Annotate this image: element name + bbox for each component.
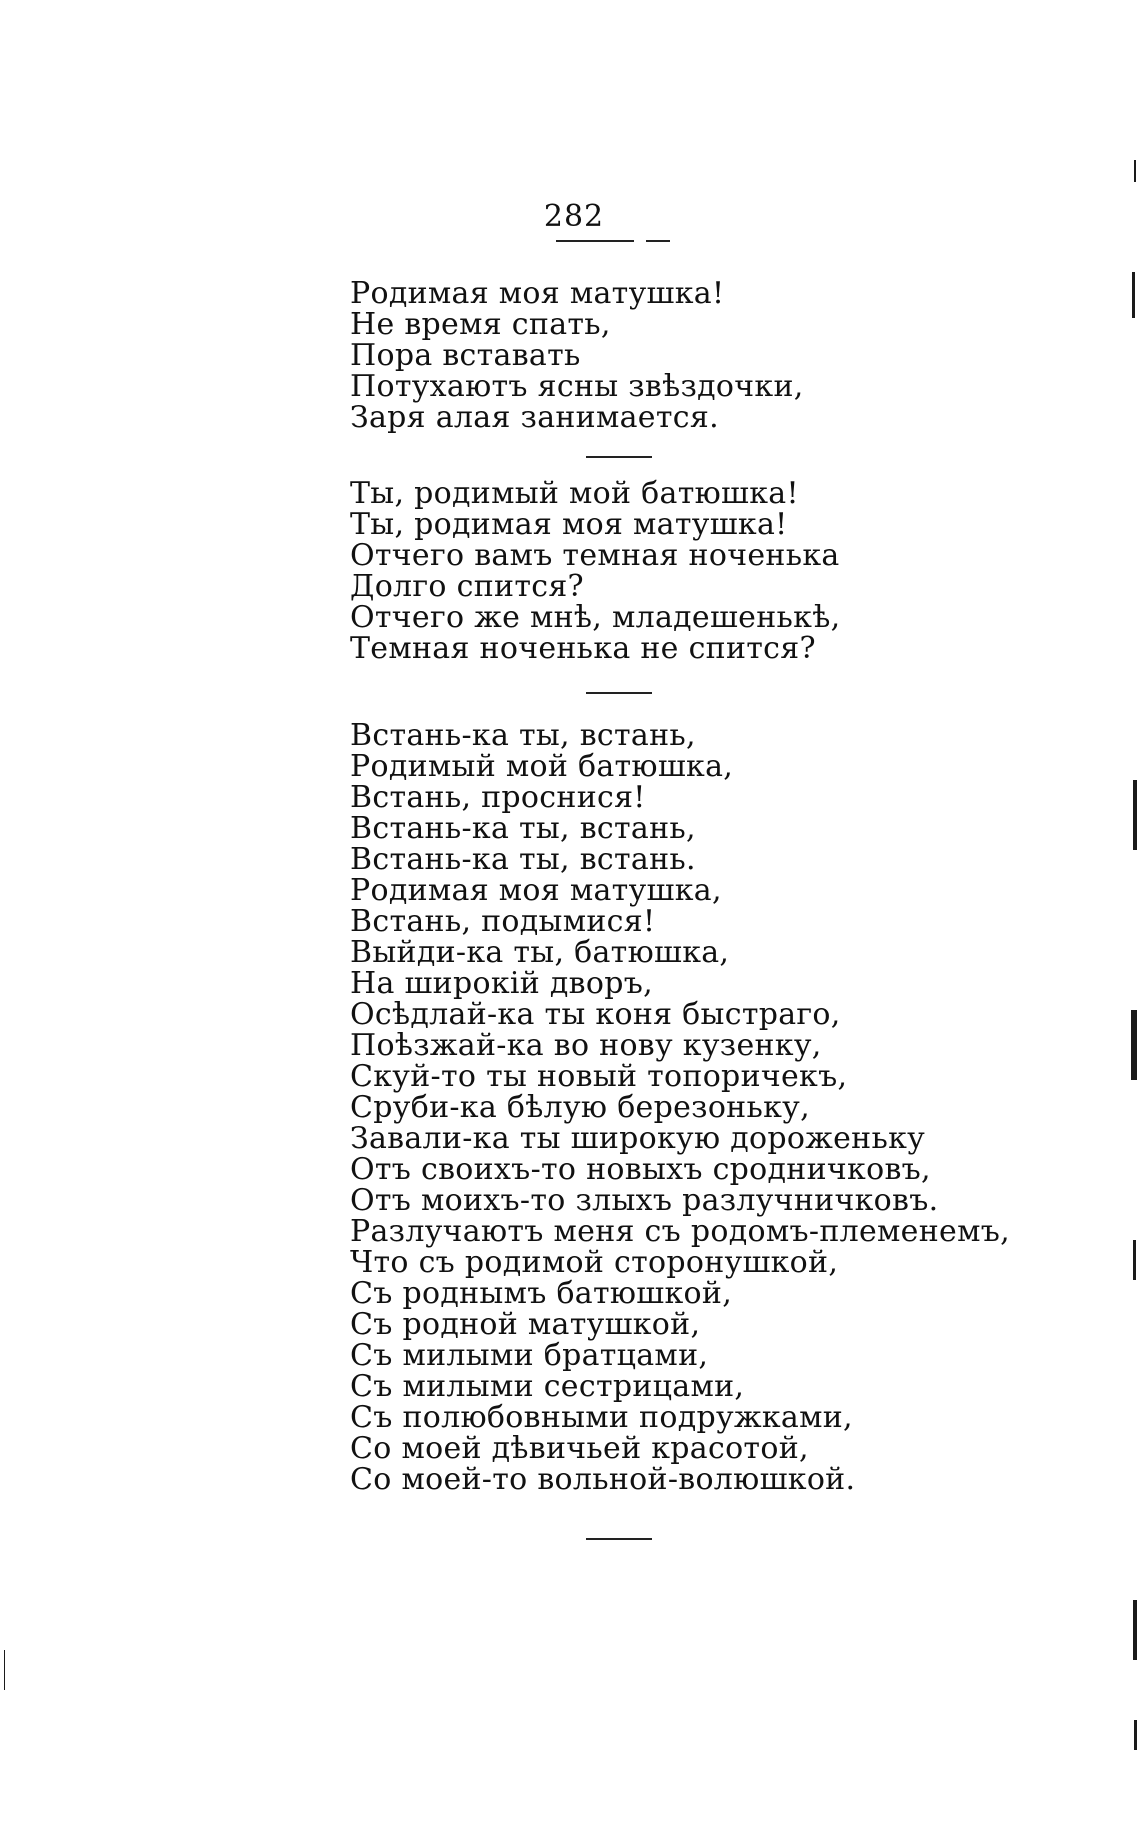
end-divider bbox=[586, 1538, 652, 1540]
stanza-divider bbox=[586, 692, 652, 694]
verse-line: Отчего вамъ темная ноченька bbox=[350, 538, 840, 573]
verse-line: Со моей-то вольной-волюшкой. bbox=[350, 1462, 856, 1497]
verse-line: Встань, проснися! bbox=[350, 780, 646, 815]
verse-line: Встань-ка ты, встань, bbox=[350, 811, 696, 846]
verse-line: Съ полюбовными подружками, bbox=[350, 1400, 853, 1435]
verse-line: Долго спится? bbox=[350, 569, 584, 604]
verse-line: Родимая моя матушка! bbox=[350, 276, 725, 311]
scan-edge-mark bbox=[1133, 780, 1137, 850]
verse-line: На широкій дворъ, bbox=[350, 966, 653, 1001]
scan-edge-mark bbox=[1131, 1010, 1137, 1080]
verse-line: Разлучаютъ меня съ родомъ-племенемъ, bbox=[350, 1214, 1010, 1249]
scan-edge-mark bbox=[1133, 1240, 1136, 1280]
verse-line: Отъ моихъ-то злыхъ разлучничковъ. bbox=[350, 1183, 939, 1218]
verse-line: Съ роднымъ батюшкой, bbox=[350, 1276, 733, 1311]
verse-line: Со моей дѣвичьей красотой, bbox=[350, 1431, 809, 1466]
scan-edge-mark bbox=[1132, 272, 1135, 318]
stanza-3 bbox=[350, 720, 1050, 1495]
verse-line: Не время спать, bbox=[350, 307, 611, 342]
verse-line: Съ милыми братцами, bbox=[350, 1338, 709, 1373]
verse-line: Ты, родимый мой батюшка! bbox=[350, 476, 799, 511]
verse-line: Завали-ка ты широкую дороженьку bbox=[350, 1121, 926, 1156]
verse-line: Потухаютъ ясны звѣздочки, bbox=[350, 369, 804, 404]
scan-edge-mark bbox=[4, 1650, 5, 1690]
scan-edge-mark bbox=[1134, 160, 1136, 182]
verse-line: Встань-ка ты, встань. bbox=[350, 842, 696, 877]
verse-line: Родимый мой батюшка, bbox=[350, 749, 734, 784]
verse-line: Съ милыми сестрицами, bbox=[350, 1369, 745, 1404]
verse-line: Сруби-ка бѣлую березоньку, bbox=[350, 1090, 810, 1125]
stanza-1 bbox=[350, 278, 1050, 433]
verse-line: Поѣзжай-ка во нову кузенку, bbox=[350, 1028, 822, 1063]
verse-line: Осѣдлай-ка ты коня быстраго, bbox=[350, 997, 841, 1032]
verse-line: Заря алая занимается. bbox=[350, 400, 719, 435]
scan-edge-mark bbox=[1134, 1720, 1137, 1750]
verse-line: Пора вставать bbox=[350, 338, 581, 373]
verse-line: Что съ родимой сторонушкой, bbox=[350, 1245, 839, 1280]
stanza-divider bbox=[586, 456, 652, 458]
page-number: 282 bbox=[543, 199, 605, 234]
verse-line: Встань-ка ты, встань, bbox=[350, 718, 696, 753]
page-number-rule-right bbox=[646, 240, 670, 242]
verse-line: Скуй-то ты новый топоричекъ, bbox=[350, 1059, 848, 1094]
page-number-rule-left bbox=[556, 240, 634, 242]
verse-line: Встань, подымися! bbox=[350, 904, 656, 939]
verse-line: Выйди-ка ты, батюшка, bbox=[350, 935, 730, 970]
verse-line: Отчего же мнѣ, младешенькѣ, bbox=[350, 600, 841, 635]
verse-line: Темная ноченька не спится? bbox=[350, 631, 816, 666]
scan-edge-mark bbox=[1133, 1600, 1137, 1660]
verse-line: Отъ своихъ-то новыхъ сродничковъ, bbox=[350, 1152, 931, 1187]
verse-line: Родимая моя матушка, bbox=[350, 873, 722, 908]
verse-line: Ты, родимая моя матушка! bbox=[350, 507, 788, 542]
stanza-2 bbox=[350, 478, 1050, 664]
verse-line: Съ родной матушкой, bbox=[350, 1307, 701, 1342]
